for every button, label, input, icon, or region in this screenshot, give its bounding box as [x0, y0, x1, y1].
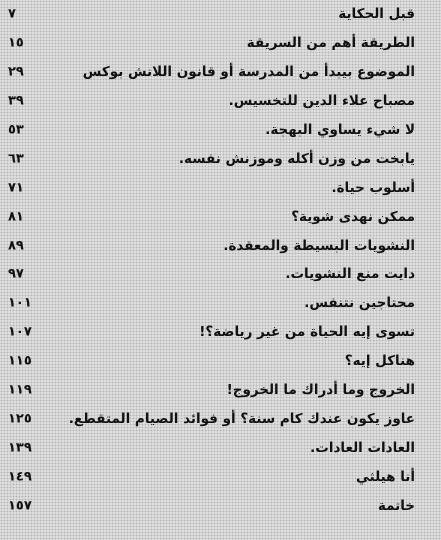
toc-entry-title: تسوى إيه الحياة من غير رياضة؟! [199, 324, 415, 341]
toc-entry[interactable] [0, 318, 441, 347]
toc-entry-page-number: ٨١ [8, 209, 24, 225]
toc-entry-page-number: ١١٩ [8, 382, 32, 398]
toc-entry[interactable] [0, 0, 441, 29]
toc-entry[interactable] [0, 58, 441, 87]
toc-entry-page-number: ١٠١ [8, 295, 32, 311]
toc-entry-page-number: ٧ [8, 6, 16, 22]
toc-entry[interactable] [0, 87, 441, 116]
toc-entry[interactable] [0, 347, 441, 376]
toc-entry[interactable] [0, 29, 441, 58]
toc-entry-title: محتاجين نتنفس. [304, 295, 415, 312]
toc-entry-title: مصباح علاء الدين للتخسيس. [228, 93, 415, 110]
toc-entry-title: ممكن نهدى شوية؟ [291, 208, 415, 225]
toc-entry-page-number: ٨٩ [8, 238, 24, 254]
toc-entry[interactable] [0, 376, 441, 405]
toc-entry-title: الخروج وما أدراك ما الخروج! [226, 382, 415, 399]
toc-entry-page-number: ٩٧ [8, 266, 24, 282]
toc-entry-title: هناكل إيه؟ [344, 353, 415, 370]
toc-entry-page-number: ١٣٩ [8, 440, 32, 456]
toc-entry[interactable] [0, 433, 441, 462]
toc-entry-title: عاوز يكون عندك كام سنة؟ أو فوائد الصيام المتقطع. [68, 410, 415, 427]
toc-entry-title: أسلوب حياة. [331, 179, 415, 196]
toc-entry[interactable] [0, 116, 441, 145]
toc-entry-page-number: ٥٣ [8, 122, 24, 138]
toc-entry[interactable] [0, 260, 441, 289]
toc-entry[interactable] [0, 231, 441, 260]
toc-entry-page-number: ٦٣ [8, 151, 24, 167]
toc-entry[interactable] [0, 144, 441, 173]
toc-entry-page-number: ١١٥ [8, 353, 32, 369]
toc-entry-title: قبل الحكاية [338, 6, 415, 23]
toc-entry-title: الموضوع بيبدأ من المدرسة أو قانون اللانش بوكس [82, 64, 415, 81]
toc-entry[interactable] [0, 289, 441, 318]
toc-entry-title: النشويات البسيطة والمعقدة. [223, 237, 415, 254]
toc-entry-title: لا شيء يساوي البهجة. [265, 122, 415, 138]
toc-entry-title: الطريقة أهم من السريقة [246, 35, 415, 52]
toc-entry-page-number: ٧١ [8, 180, 24, 196]
toc-entry[interactable] [0, 462, 441, 491]
toc-entry-title: دايت منع النشويات. [285, 266, 415, 283]
toc-entry-title: خاتمة [377, 497, 415, 514]
toc-entry[interactable] [0, 173, 441, 202]
toc-entry[interactable] [0, 202, 441, 231]
toc-entry-page-number: ١٠٧ [8, 324, 32, 340]
toc-entry-title: العادات العادات. [310, 439, 415, 456]
toc-entry-page-number: ١٥ [8, 35, 24, 51]
toc-entry-page-number: ٣٩ [8, 93, 24, 109]
toc-entry-page-number: ١٤٩ [8, 469, 32, 485]
toc-entry-title: يابخت من وزن أكله وموزنش نفسه. [178, 150, 415, 167]
toc-entry[interactable] [0, 491, 441, 520]
toc-entry-page-number: ١٢٥ [8, 411, 32, 427]
toc-entry-page-number: ٢٩ [8, 64, 24, 80]
toc-entry-title: أنا هيلثي [355, 468, 415, 485]
toc-entry-page-number: ١٥٧ [8, 498, 32, 514]
toc-entry[interactable] [0, 404, 441, 433]
